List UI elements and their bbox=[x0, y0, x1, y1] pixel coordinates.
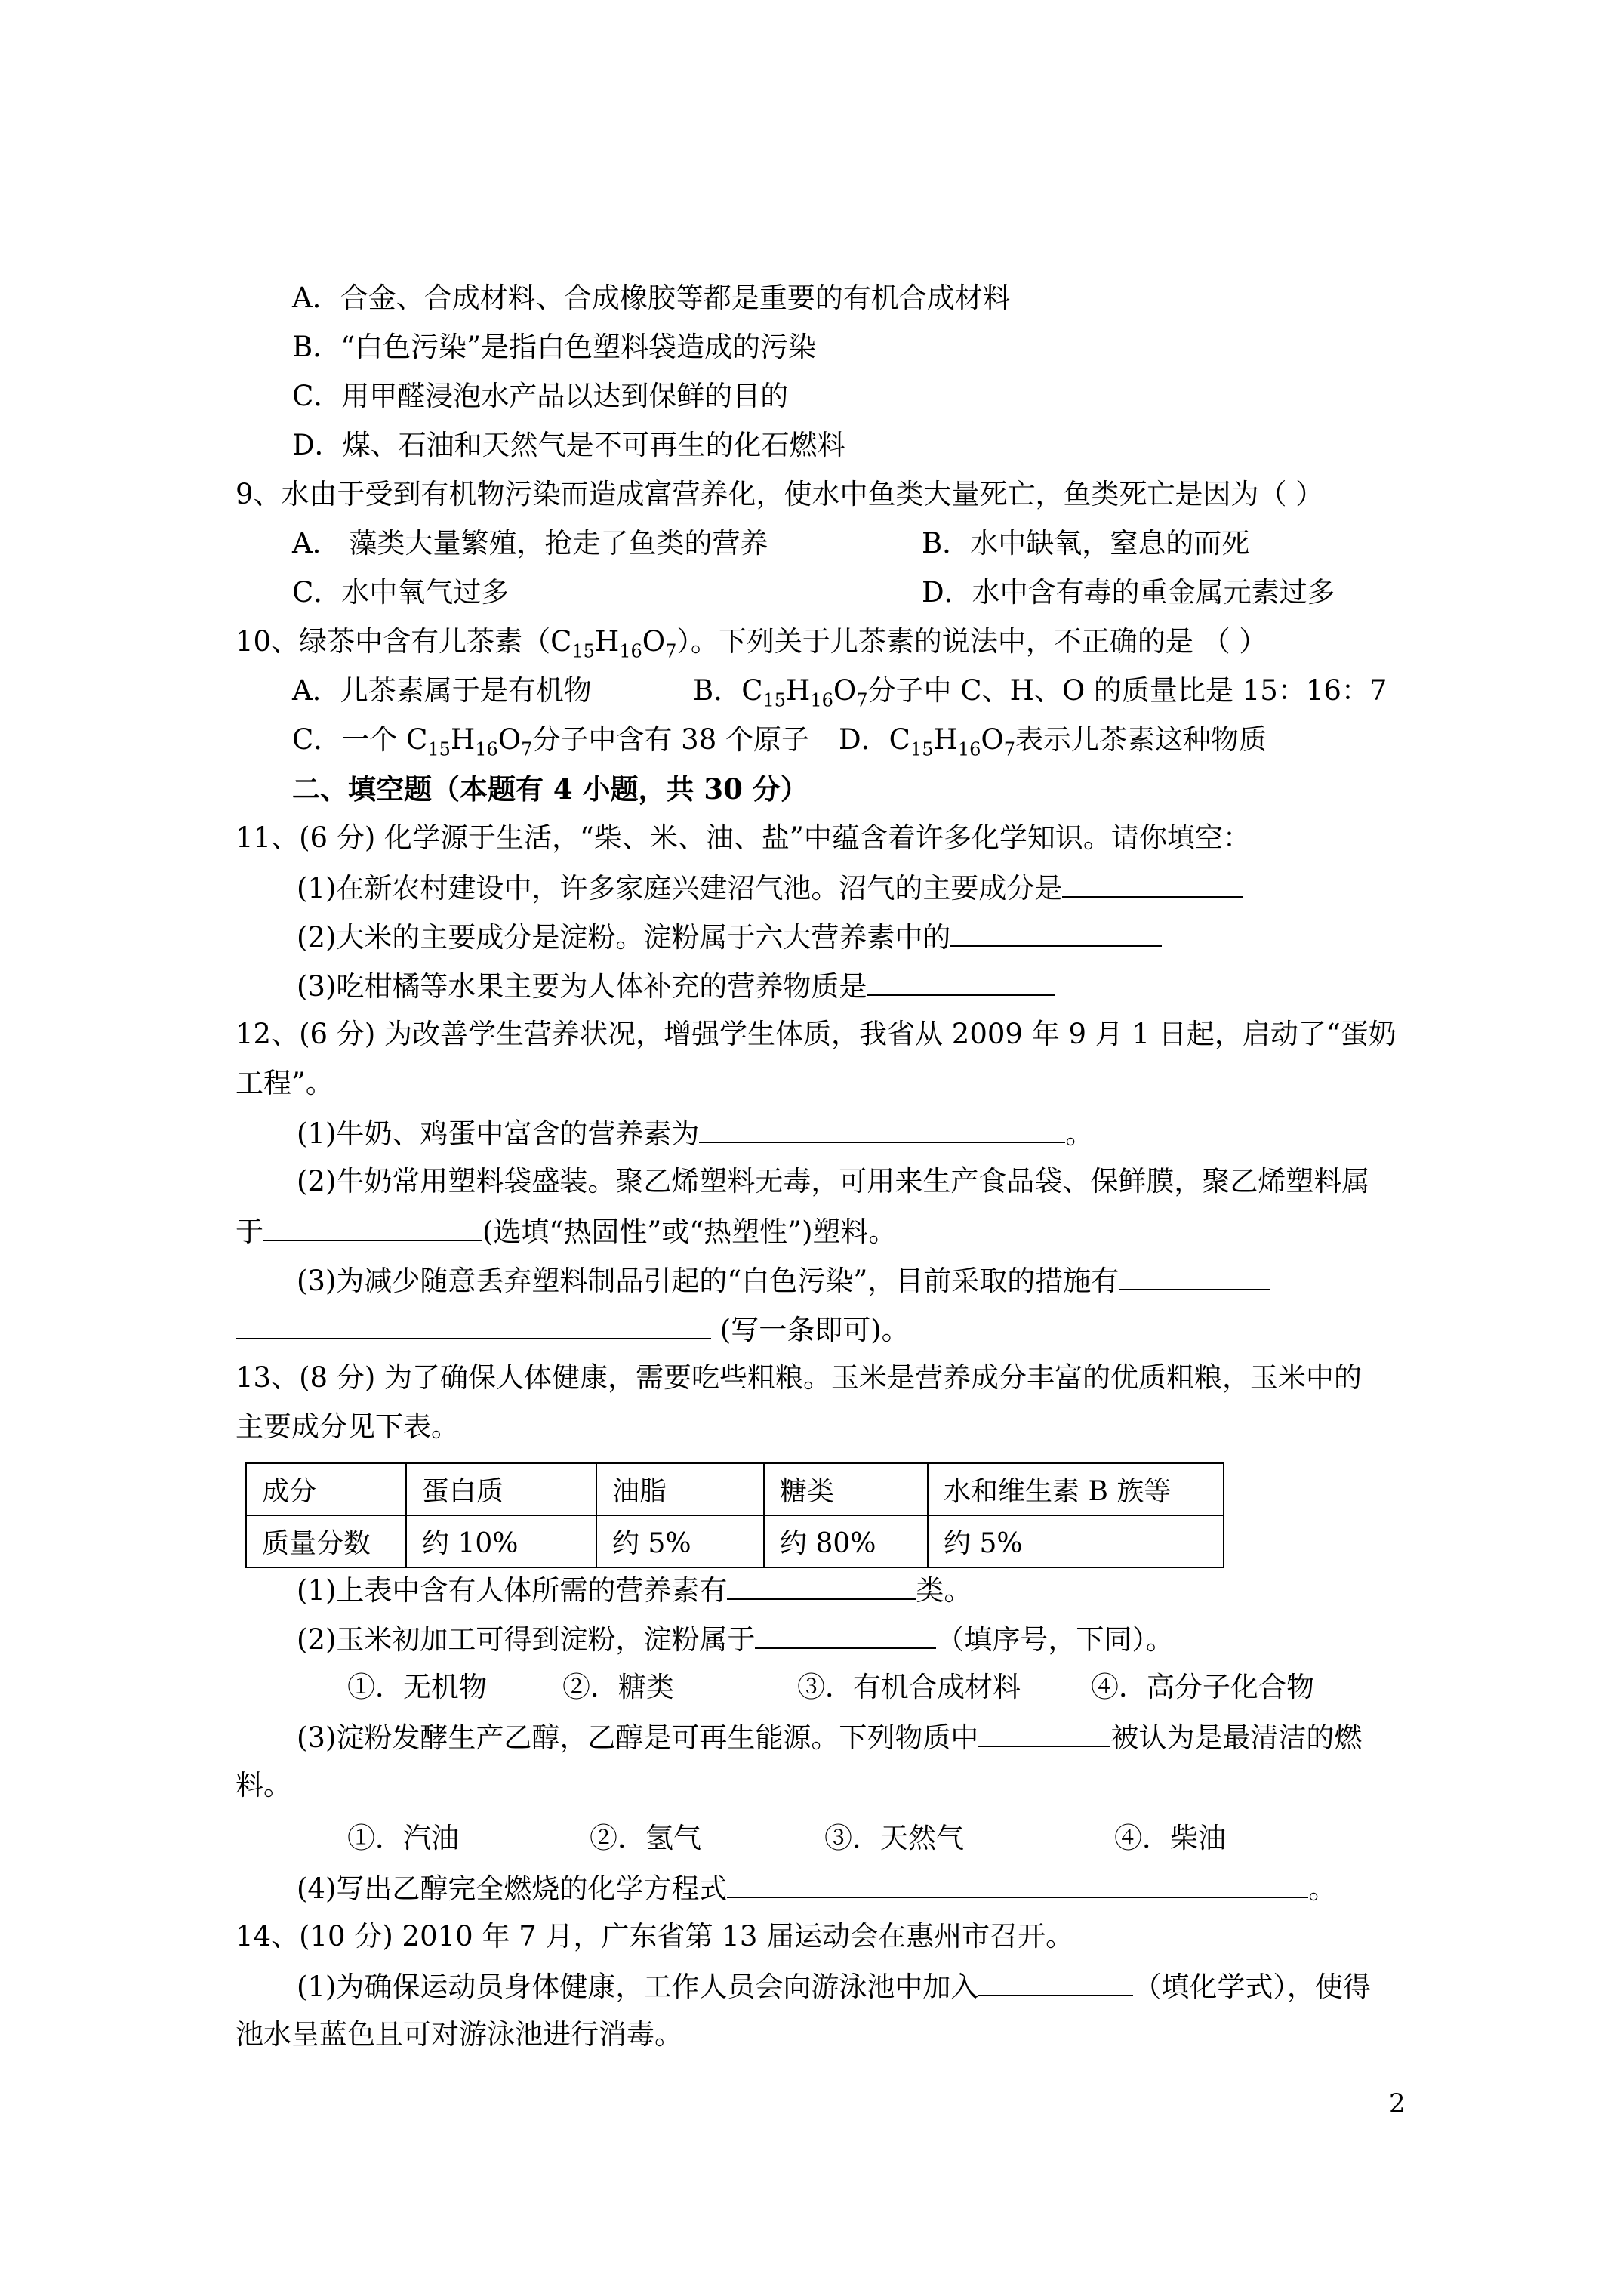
q13-stem: 13、(8 分) 为了确保人体健康，需要吃些粗粮。玉米是营养成分丰富的优质粗粮，玉米中的 bbox=[236, 1361, 1363, 1394]
q13-part-2: (2)玉米初加工可得到淀粉，淀粉属于 （填序号，下同）。 bbox=[297, 1623, 1174, 1656]
q12-part-1: (1)牛奶、鸡蛋中富含的营养素为 。 bbox=[297, 1117, 1094, 1150]
table-cell: 约 5% bbox=[928, 1515, 1224, 1567]
q13-part-2-option: ③．有机合成材料 bbox=[797, 1671, 1021, 1703]
q14-stem: 14、(10 分) 2010 年 7 月，广东省第 13 届运动会在惠州市召开。 bbox=[236, 1920, 1074, 1952]
q13-part-2-option: ①．无机物 bbox=[347, 1671, 487, 1703]
q13-part-3-option: ①．汽油 bbox=[347, 1822, 459, 1854]
q11-part-2: (2)大米的主要成分是淀粉。淀粉属于六大营养素中的 bbox=[297, 920, 1162, 954]
table-cell: 水和维生素 B 族等 bbox=[928, 1463, 1224, 1515]
q8-option-a: A．合金、合成材料、合成橡胶等都是重要的有机合成材料 bbox=[292, 282, 1011, 314]
nutrition-table bbox=[245, 1462, 1224, 1568]
q14-part-1-cont: 池水呈蓝色且可对游泳池进行消毒。 bbox=[236, 2018, 682, 2051]
table-cell: 约 10% bbox=[406, 1515, 596, 1567]
q13-part-1: (1)上表中含有人体所需的营养素有 类。 bbox=[297, 1574, 972, 1607]
q13-part-3-option: ③．天然气 bbox=[824, 1822, 964, 1854]
answer-blank[interactable] bbox=[727, 1573, 916, 1600]
q11-stem: 11、(6 分) 化学源于生活，“柴、米、油、盐”中蕴含着许多化学知识。请你填空： bbox=[236, 821, 1251, 854]
answer-blank[interactable] bbox=[1119, 1263, 1270, 1290]
q10-option-d: D．$C_{15}H_{16}O_7$表示儿茶素这种物质 bbox=[839, 723, 1267, 760]
q11-part-1: (1)在新农村建设中，许多家庭兴建沼气池。沼气的主要成分是 bbox=[297, 871, 1243, 905]
page-number: 2 bbox=[1389, 2088, 1406, 2119]
answer-blank[interactable] bbox=[1062, 871, 1243, 898]
q8-option-c: C．用甲醛浸泡水产品以达到保鲜的目的 bbox=[292, 380, 789, 412]
table-cell: 成分 bbox=[246, 1463, 406, 1515]
table-cell: 约 5% bbox=[596, 1515, 764, 1567]
q12-stem-cont: 工程”。 bbox=[236, 1067, 334, 1099]
q11-part-3: (3)吃柑橘等水果主要为人体补充的营养物质是 bbox=[297, 969, 1055, 1003]
q13-part-4: (4)写出乙醇完全燃烧的化学方程式 。 bbox=[297, 1872, 1337, 1905]
table-cell: 质量分数 bbox=[246, 1515, 406, 1567]
section-title: 二、填空题（本题有 4 小题，共 30 分） bbox=[292, 772, 808, 806]
q12-part-3: (3)为减少随意丢弃塑料制品引起的“白色污染”，目前采取的措施有 bbox=[297, 1263, 1270, 1298]
q10-option-a: A．儿茶素属于是有机物 bbox=[292, 674, 592, 707]
q13-part-3-option: ④．柴油 bbox=[1114, 1822, 1226, 1854]
table-cell: 蛋白质 bbox=[406, 1463, 596, 1515]
q9-stem: 9、水由于受到有机物污染而造成富营养化，使水中鱼类大量死亡，鱼类死亡是因为（ ） bbox=[236, 478, 1324, 510]
q8-option-d: D．煤、石油和天然气是不可再生的化石燃料 bbox=[292, 429, 845, 461]
answer-blank[interactable] bbox=[950, 920, 1162, 947]
answer-blank[interactable] bbox=[263, 1214, 482, 1241]
q12-stem: 12、(6 分) 为改善学生营养状况，增强学生体质，我省从 2009 年 9 月 1 日起，启动了“蛋奶 bbox=[236, 1018, 1397, 1050]
q14-part-1: (1)为确保运动员身体健康，工作人员会向游泳池中加入 （填化学式），使得 bbox=[297, 1971, 1371, 2003]
q10-option-c: C．一个 $C_{15}H_{16}O_7$分子中含有 38 个原子 bbox=[292, 723, 809, 760]
answer-blank[interactable] bbox=[236, 1312, 711, 1339]
answer-blank[interactable] bbox=[699, 1116, 1065, 1143]
table-cell: 油脂 bbox=[596, 1463, 764, 1515]
answer-blank[interactable] bbox=[867, 969, 1055, 996]
table-cell: 约 80% bbox=[764, 1515, 928, 1567]
q13-part-2-option: ②．糖类 bbox=[562, 1671, 674, 1703]
q13-part-3-cont: 料。 bbox=[236, 1769, 291, 1801]
q12-part-2: (2)牛奶常用塑料袋盛装。聚乙烯塑料无毒，可用来生产食品袋、保鲜膜，聚乙烯塑料属 bbox=[297, 1165, 1370, 1197]
q13-part-3: (3)淀粉发酵生产乙醇，乙醇是可再生能源。下列物质中 被认为是最清洁的燃 bbox=[297, 1721, 1363, 1754]
q9-option-b: B．水中缺氧，窒息的而死 bbox=[922, 527, 1250, 559]
answer-blank[interactable] bbox=[978, 1969, 1133, 1996]
q8-option-b: B．“白色污染”是指白色塑料袋造成的污染 bbox=[292, 331, 817, 363]
q10-option-b: B．$C_{15}H_{16}O_7$分子中 C、H、O 的质量比是 15：16：7 bbox=[693, 674, 1387, 711]
answer-blank[interactable] bbox=[755, 1622, 936, 1649]
q10-stem: 10、绿茶中含有儿茶素$(C_{15}H_{16}O_7)$。下列关于儿茶素的说法中，不正确的是 （ ） bbox=[236, 625, 1267, 662]
table-cell: 糖类 bbox=[764, 1463, 928, 1515]
q9-option-d: D．水中含有毒的重金属元素过多 bbox=[922, 576, 1335, 609]
q13-part-2-option: ④．高分子化合物 bbox=[1091, 1671, 1314, 1703]
q12-part-2-cont: 于 (选填“热固性”或“热塑性”)塑料。 bbox=[236, 1216, 897, 1248]
q12-part-3-cont: (写一条即可)。 bbox=[236, 1312, 910, 1347]
q13-part-3-option: ②．氢气 bbox=[590, 1822, 701, 1854]
answer-blank[interactable] bbox=[978, 1720, 1110, 1747]
q9-option-c: C．水中氧气过多 bbox=[292, 576, 510, 609]
q13-stem-cont: 主要成分见下表。 bbox=[236, 1410, 459, 1443]
table-row bbox=[246, 1515, 1224, 1567]
table-row bbox=[246, 1463, 1224, 1515]
q9-option-a: A． 藻类大量繁殖，抢走了鱼类的营养 bbox=[292, 527, 768, 559]
answer-blank[interactable] bbox=[727, 1871, 1308, 1898]
